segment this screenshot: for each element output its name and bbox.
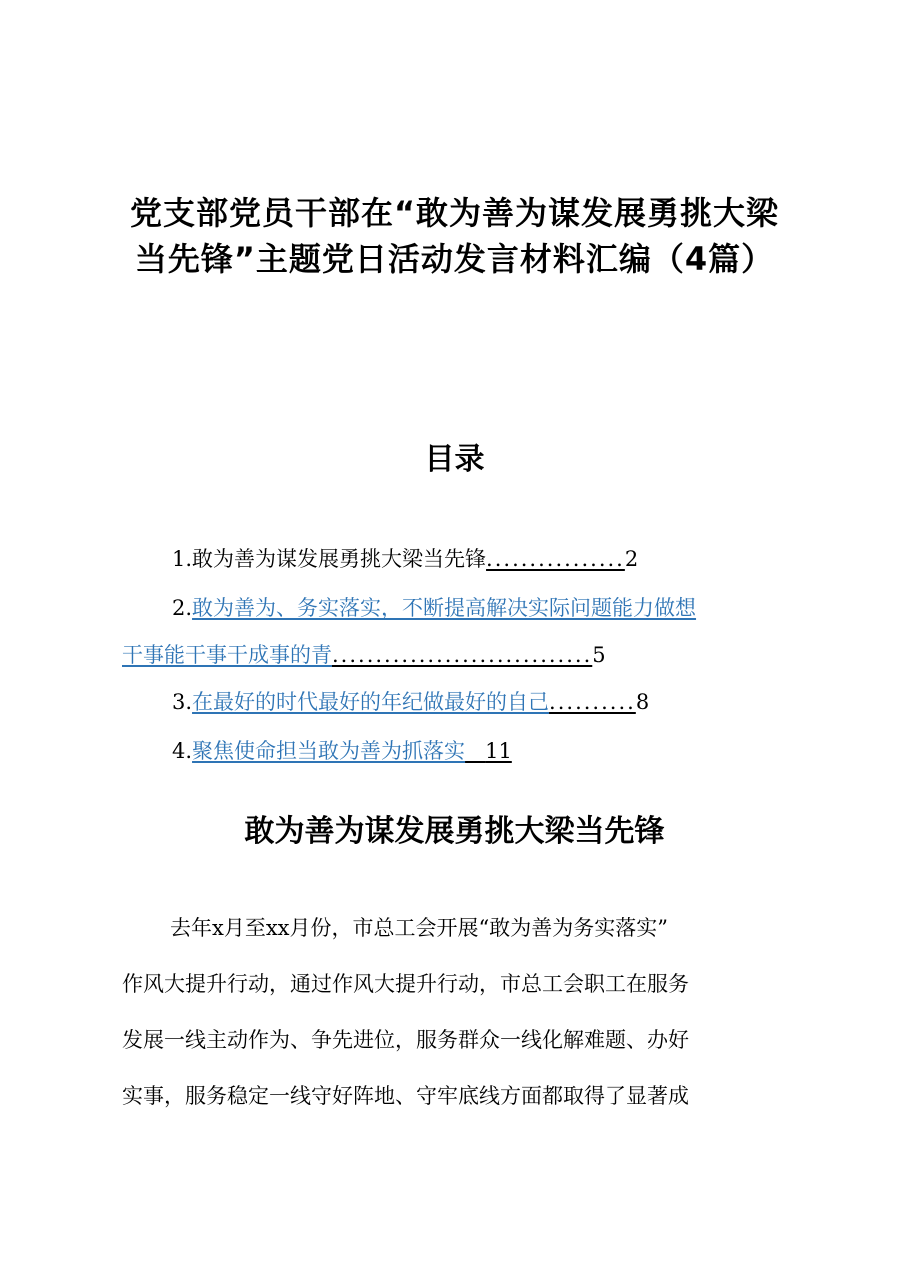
body-paragraph <box>122 908 802 1132</box>
toc-entry-2-page: 5 <box>592 643 606 667</box>
toc-entry-1-title[interactable]: 敢为善为谋发展勇挑大梁当先锋 <box>192 547 487 571</box>
toc-entry-2-leader: .............................. <box>332 643 593 667</box>
toc-entry-4[interactable] <box>172 736 512 766</box>
paragraph-line-3: 发展一线主动作为、争先进位，服务群众一线化解难题、办好 <box>122 1028 689 1052</box>
section-heading: 敢为善为谋发展勇挑大梁当先锋 <box>244 814 665 849</box>
document-title-line-2: 当先锋”主题党日活动发言材料汇编（4篇） <box>134 240 775 278</box>
toc-entry-2[interactable] <box>172 593 696 623</box>
toc-entry-2-title-link[interactable]: 敢为善为、务实落实，不断提高解决实际问题能力做想 <box>192 596 697 620</box>
paragraph-line-2: 作风大提升行动，通过作风大提升行动，市总工会职工在服务 <box>122 972 689 996</box>
document-title-line-1: 党支部党员干部在“敢为善为谋发展勇挑大梁 <box>129 194 780 232</box>
paragraph-line-1: 去年x月至xx月份，市总工会开展“敢为善为务实落实” <box>170 916 668 940</box>
toc-entry-1-number: 1. <box>172 547 193 571</box>
toc-entry-3-number: 3. <box>172 690 193 714</box>
toc-entry-3-title-link[interactable]: 在最好的时代最好的年纪做最好的自己 <box>192 690 550 714</box>
toc-entry-2-continued[interactable] <box>122 640 606 670</box>
toc-entry-1[interactable] <box>172 544 638 574</box>
toc-entry-1-leader: ................ <box>486 547 625 571</box>
toc-heading: 目录 <box>424 442 485 477</box>
toc-entry-4-page <box>465 739 512 763</box>
toc-entry-1-page: 2 <box>624 547 639 571</box>
toc-entry-4-number: 4. <box>172 739 193 763</box>
toc-entry-4-page-number: 11 <box>485 739 512 763</box>
toc-entry-3[interactable] <box>172 687 649 717</box>
toc-entry-2-title-link-cont[interactable]: 干事能干事干成事的青 <box>122 643 332 667</box>
paragraph-line-4: 实事，服务稳定一线守好阵地、守牢底线方面都取得了显著成 <box>122 1084 689 1108</box>
toc-entry-4-title-link[interactable]: 聚焦使命担当敢为善为抓落实 <box>192 739 466 763</box>
toc-entry-2-number: 2. <box>172 596 193 620</box>
document-title <box>100 190 809 282</box>
toc-entry-3-page: 8 <box>635 690 650 714</box>
toc-entry-3-leader: .......... <box>549 690 636 714</box>
